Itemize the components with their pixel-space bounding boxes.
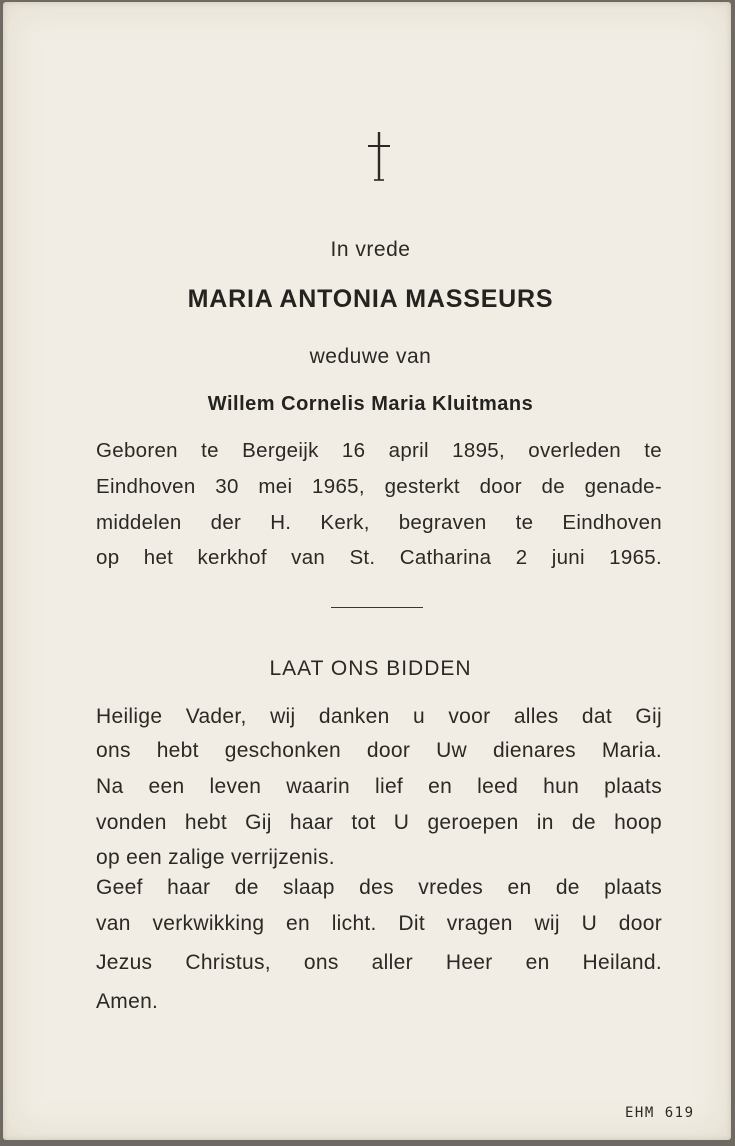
- section-divider: [331, 607, 423, 608]
- deceased-name: MARIA ANTONIA MASSEURS: [187, 285, 554, 313]
- prayer-line: ons hebt geschonken door Uw dienares Maria.: [96, 739, 662, 762]
- bio-line: Eindhoven 30 mei 1965, gesterkt door de genade-: [96, 475, 662, 498]
- prayer-line: Heilige Vader, wij danken u voor alles dat Gij: [96, 705, 662, 728]
- widow-of-label: weduwe van: [309, 345, 432, 368]
- prayer-line: op een zalige verrijzenis.: [96, 846, 335, 869]
- memorial-card: [3, 2, 731, 1140]
- prayer-title: LAAT ONS BIDDEN: [269, 657, 472, 680]
- prayer-line: Geef haar de slaap des vredes en de plaats: [96, 876, 662, 899]
- prayer-line: van verkwikking en licht. Dit vragen wij U door: [96, 912, 662, 935]
- in-vrede-heading: In vrede: [330, 238, 411, 261]
- prayer-line: Amen.: [96, 990, 159, 1013]
- husband-name: Willem Cornelis Maria Kluitmans: [207, 393, 534, 415]
- prayer-line: vonden hebt Gij haar tot U geroepen in de hoop: [96, 811, 662, 834]
- bio-line: middelen der H. Kerk, begraven te Eindhoven: [96, 511, 662, 534]
- bio-line: Geboren te Bergeijk 16 april 1895, overleden te: [96, 439, 662, 462]
- printer-code: EHM 619: [625, 1105, 695, 1121]
- bio-line: op het kerkhof van St. Catharina 2 juni 1965.: [96, 546, 662, 569]
- prayer-line: Na een leven waarin lief en leed hun plaats: [96, 775, 662, 798]
- prayer-line: Jezus Christus, ons aller Heer en Heiland.: [96, 951, 662, 974]
- cross-icon: [365, 130, 393, 182]
